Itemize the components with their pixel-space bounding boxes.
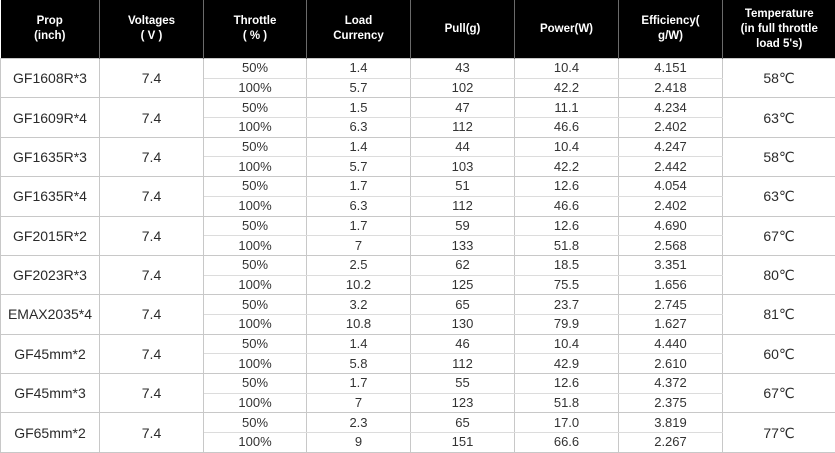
pull-cell: 123 bbox=[411, 393, 515, 413]
load-currency-cell: 1.7 bbox=[307, 177, 411, 197]
prop-cell: GF1609R*4 bbox=[1, 98, 100, 137]
pull-cell: 151 bbox=[411, 433, 515, 453]
pull-cell: 46 bbox=[411, 334, 515, 354]
voltage-cell: 7.4 bbox=[100, 59, 204, 98]
table-row bbox=[1, 177, 835, 197]
efficiency-cell: 4.054 bbox=[619, 177, 723, 197]
table-row bbox=[1, 334, 835, 354]
header-row bbox=[1, 0, 835, 59]
throttle-cell: 100% bbox=[204, 354, 307, 374]
load-currency-cell: 5.7 bbox=[307, 78, 411, 98]
load-currency-cell: 1.7 bbox=[307, 374, 411, 394]
efficiency-cell: 4.690 bbox=[619, 216, 723, 236]
power-cell: 12.6 bbox=[515, 216, 619, 236]
pull-cell: 62 bbox=[411, 255, 515, 275]
efficiency-cell: 4.234 bbox=[619, 98, 723, 118]
efficiency-cell: 4.372 bbox=[619, 374, 723, 394]
temperature-cell: 67℃ bbox=[723, 216, 835, 255]
pull-cell: 112 bbox=[411, 118, 515, 138]
table-row bbox=[1, 98, 835, 118]
pull-cell: 51 bbox=[411, 177, 515, 197]
temperature-cell: 60℃ bbox=[723, 334, 835, 373]
voltage-cell: 7.4 bbox=[100, 177, 204, 216]
pull-cell: 44 bbox=[411, 137, 515, 157]
throttle-cell: 100% bbox=[204, 236, 307, 256]
efficiency-cell: 4.151 bbox=[619, 59, 723, 79]
voltage-cell: 7.4 bbox=[100, 374, 204, 413]
table-row bbox=[1, 413, 835, 433]
load-currency-cell: 1.5 bbox=[307, 98, 411, 118]
throttle-cell: 50% bbox=[204, 413, 307, 433]
throttle-cell: 100% bbox=[204, 275, 307, 295]
prop-cell: GF1635R*4 bbox=[1, 177, 100, 216]
throttle-cell: 100% bbox=[204, 393, 307, 413]
throttle-cell: 100% bbox=[204, 157, 307, 177]
power-cell: 23.7 bbox=[515, 295, 619, 315]
prop-cell: GF2015R*2 bbox=[1, 216, 100, 255]
power-cell: 18.5 bbox=[515, 255, 619, 275]
throttle-cell: 100% bbox=[204, 196, 307, 216]
pull-cell: 65 bbox=[411, 295, 515, 315]
pull-cell: 59 bbox=[411, 216, 515, 236]
load-currency-cell: 7 bbox=[307, 393, 411, 413]
header-load-currency: Load Currency bbox=[307, 0, 411, 59]
temperature-cell: 63℃ bbox=[723, 98, 835, 137]
power-cell: 10.4 bbox=[515, 334, 619, 354]
prop-cell: GF65mm*2 bbox=[1, 413, 100, 452]
pull-cell: 55 bbox=[411, 374, 515, 394]
power-cell: 66.6 bbox=[515, 433, 619, 453]
throttle-cell: 100% bbox=[204, 118, 307, 138]
table-row bbox=[1, 216, 835, 236]
load-currency-cell: 3.2 bbox=[307, 295, 411, 315]
load-currency-cell: 1.7 bbox=[307, 216, 411, 236]
power-cell: 42.2 bbox=[515, 78, 619, 98]
voltage-cell: 7.4 bbox=[100, 216, 204, 255]
prop-cell: GF1635R*3 bbox=[1, 137, 100, 176]
throttle-cell: 50% bbox=[204, 374, 307, 394]
voltage-cell: 7.4 bbox=[100, 137, 204, 176]
power-cell: 79.9 bbox=[515, 314, 619, 334]
table-body bbox=[1, 59, 835, 453]
efficiency-cell: 2.442 bbox=[619, 157, 723, 177]
voltage-cell: 7.4 bbox=[100, 334, 204, 373]
power-cell: 51.8 bbox=[515, 393, 619, 413]
power-cell: 51.8 bbox=[515, 236, 619, 256]
load-currency-cell: 1.4 bbox=[307, 137, 411, 157]
throttle-cell: 50% bbox=[204, 255, 307, 275]
load-currency-cell: 2.3 bbox=[307, 413, 411, 433]
temperature-cell: 77℃ bbox=[723, 413, 835, 452]
load-currency-cell: 6.3 bbox=[307, 118, 411, 138]
load-currency-cell: 6.3 bbox=[307, 196, 411, 216]
throttle-cell: 100% bbox=[204, 314, 307, 334]
header-voltages: Voltages ( V ) bbox=[100, 0, 204, 59]
efficiency-cell: 1.627 bbox=[619, 314, 723, 334]
prop-cell: GF1608R*3 bbox=[1, 59, 100, 98]
power-cell: 17.0 bbox=[515, 413, 619, 433]
temperature-cell: 58℃ bbox=[723, 137, 835, 176]
power-cell: 12.6 bbox=[515, 177, 619, 197]
voltage-cell: 7.4 bbox=[100, 255, 204, 294]
efficiency-cell: 2.610 bbox=[619, 354, 723, 374]
throttle-cell: 50% bbox=[204, 295, 307, 315]
power-cell: 10.4 bbox=[515, 59, 619, 79]
power-cell: 12.6 bbox=[515, 374, 619, 394]
efficiency-cell: 3.351 bbox=[619, 255, 723, 275]
efficiency-cell: 4.440 bbox=[619, 334, 723, 354]
header-temperature: Temperature (in full throttle load 5's) bbox=[723, 0, 835, 59]
load-currency-cell: 10.2 bbox=[307, 275, 411, 295]
efficiency-cell: 4.247 bbox=[619, 137, 723, 157]
table-row bbox=[1, 255, 835, 275]
efficiency-cell: 2.402 bbox=[619, 196, 723, 216]
load-currency-cell: 10.8 bbox=[307, 314, 411, 334]
pull-cell: 112 bbox=[411, 196, 515, 216]
prop-cell: GF2023R*3 bbox=[1, 255, 100, 294]
temperature-cell: 81℃ bbox=[723, 295, 835, 334]
load-currency-cell: 5.7 bbox=[307, 157, 411, 177]
load-currency-cell: 1.4 bbox=[307, 59, 411, 79]
pull-cell: 125 bbox=[411, 275, 515, 295]
efficiency-cell: 2.418 bbox=[619, 78, 723, 98]
pull-cell: 47 bbox=[411, 98, 515, 118]
throttle-cell: 50% bbox=[204, 98, 307, 118]
power-cell: 10.4 bbox=[515, 137, 619, 157]
pull-cell: 133 bbox=[411, 236, 515, 256]
power-cell: 42.2 bbox=[515, 157, 619, 177]
prop-cell: GF45mm*3 bbox=[1, 374, 100, 413]
load-currency-cell: 7 bbox=[307, 236, 411, 256]
efficiency-cell: 2.568 bbox=[619, 236, 723, 256]
temperature-cell: 80℃ bbox=[723, 255, 835, 294]
voltage-cell: 7.4 bbox=[100, 295, 204, 334]
power-cell: 46.6 bbox=[515, 118, 619, 138]
table-row bbox=[1, 137, 835, 157]
pull-cell: 102 bbox=[411, 78, 515, 98]
pull-cell: 130 bbox=[411, 314, 515, 334]
temperature-cell: 67℃ bbox=[723, 374, 835, 413]
voltage-cell: 7.4 bbox=[100, 413, 204, 452]
header-throttle: Throttle ( % ) bbox=[204, 0, 307, 59]
prop-cell: GF45mm*2 bbox=[1, 334, 100, 373]
load-currency-cell: 9 bbox=[307, 433, 411, 453]
prop-cell: EMAX2035*4 bbox=[1, 295, 100, 334]
load-currency-cell: 5.8 bbox=[307, 354, 411, 374]
header-power: Power(W) bbox=[515, 0, 619, 59]
pull-cell: 112 bbox=[411, 354, 515, 374]
pull-cell: 43 bbox=[411, 59, 515, 79]
load-currency-cell: 1.4 bbox=[307, 334, 411, 354]
voltage-cell: 7.4 bbox=[100, 98, 204, 137]
header-pull: Pull(g) bbox=[411, 0, 515, 59]
table-row bbox=[1, 295, 835, 315]
throttle-cell: 50% bbox=[204, 177, 307, 197]
efficiency-cell: 2.402 bbox=[619, 118, 723, 138]
power-cell: 42.9 bbox=[515, 354, 619, 374]
throttle-cell: 50% bbox=[204, 334, 307, 354]
throttle-cell: 100% bbox=[204, 433, 307, 453]
efficiency-cell: 2.375 bbox=[619, 393, 723, 413]
throttle-cell: 50% bbox=[204, 137, 307, 157]
power-cell: 46.6 bbox=[515, 196, 619, 216]
pull-cell: 65 bbox=[411, 413, 515, 433]
header-prop: Prop (inch) bbox=[1, 0, 100, 59]
temperature-cell: 58℃ bbox=[723, 59, 835, 98]
load-currency-cell: 2.5 bbox=[307, 255, 411, 275]
table-row bbox=[1, 59, 835, 79]
efficiency-cell: 2.745 bbox=[619, 295, 723, 315]
throttle-cell: 50% bbox=[204, 216, 307, 236]
efficiency-cell: 2.267 bbox=[619, 433, 723, 453]
throttle-cell: 50% bbox=[204, 59, 307, 79]
table-row bbox=[1, 374, 835, 394]
power-cell: 11.1 bbox=[515, 98, 619, 118]
power-cell: 75.5 bbox=[515, 275, 619, 295]
efficiency-cell: 3.819 bbox=[619, 413, 723, 433]
pull-cell: 103 bbox=[411, 157, 515, 177]
header-efficiency: Efficiency( g/W) bbox=[619, 0, 723, 59]
efficiency-cell: 1.656 bbox=[619, 275, 723, 295]
throttle-cell: 100% bbox=[204, 78, 307, 98]
temperature-cell: 63℃ bbox=[723, 177, 835, 216]
